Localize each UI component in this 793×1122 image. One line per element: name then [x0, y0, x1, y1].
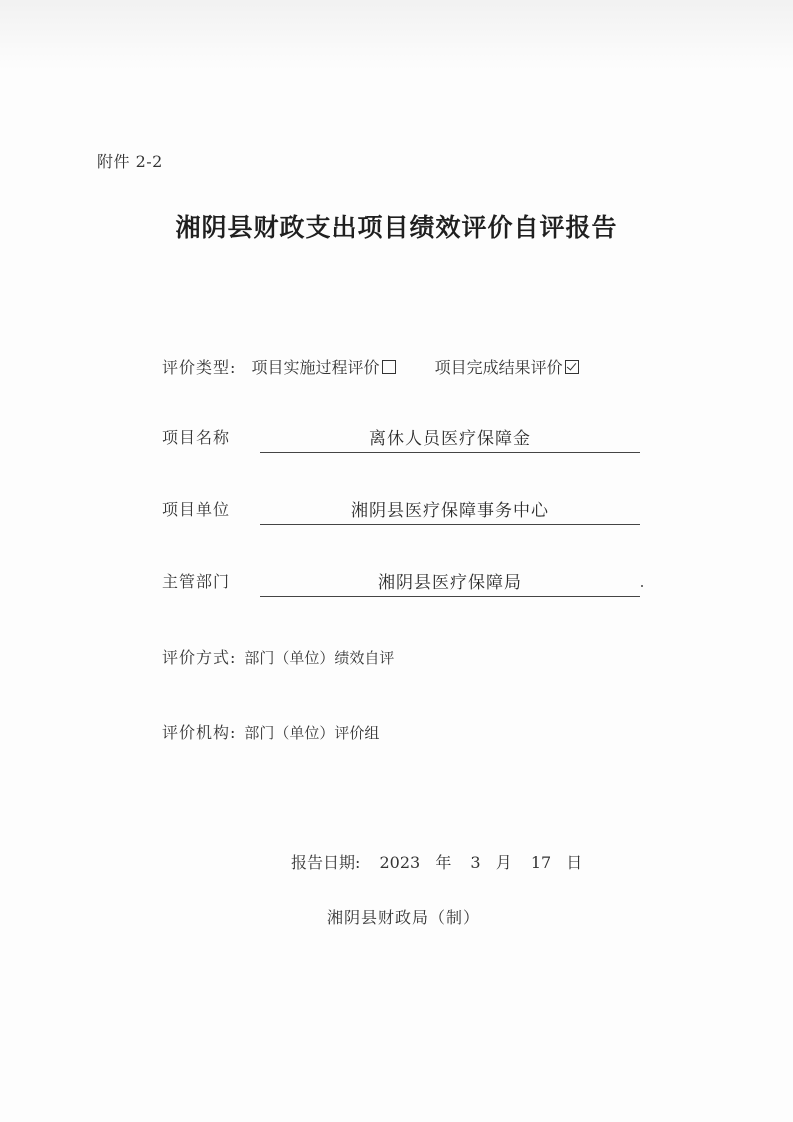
report-year: 2023 [379, 853, 421, 872]
evaluation-type-row [162, 355, 579, 378]
day-unit: 日 [566, 853, 583, 872]
project-unit-row [162, 497, 258, 520]
report-month: 3 [470, 853, 481, 872]
project-name-value: 离休人员医疗保障金 [260, 424, 640, 453]
report-day: 17 [530, 853, 552, 872]
report-date [291, 850, 582, 873]
evaluation-org-row [162, 720, 379, 743]
project-unit-label: 项目单位 [162, 500, 231, 519]
report-date-label: 报告日期: [291, 853, 361, 872]
evaluation-org-value: 部门（单位）评价组 [244, 724, 380, 742]
evaluation-org-label: 评价机构: [162, 723, 237, 742]
year-unit: 年 [435, 853, 452, 872]
checked-checkbox-icon[interactable] [565, 360, 579, 374]
report-title: 湘阴县财政支出项目绩效评价自评报告 [175, 213, 618, 242]
option-result-evaluation[interactable] [435, 358, 579, 377]
issuer: 湘阴县财政局（制） [327, 908, 481, 927]
month-unit: 月 [495, 853, 512, 872]
evaluation-method-value: 部门（单位）绩效自评 [244, 649, 395, 667]
trailing-dot [641, 585, 643, 587]
option-process-evaluation[interactable] [252, 358, 401, 377]
scan-shadow [0, 0, 793, 70]
evaluation-method-label: 评价方式: [162, 648, 237, 667]
project-name-row [162, 425, 258, 448]
project-name-label: 项目名称 [162, 428, 231, 447]
option-result-label: 项目完成结果评价 [434, 358, 563, 377]
attachment-label: 附件 2-2 [97, 152, 163, 171]
unchecked-checkbox-icon[interactable] [382, 360, 396, 374]
project-unit-value: 湘阴县医疗保障事务中心 [260, 496, 640, 525]
evaluation-method-row [162, 645, 394, 668]
supervising-dept-value: 湘阴县医疗保障局 [260, 568, 640, 597]
supervising-dept-row [162, 569, 258, 592]
option-process-label: 项目实施过程评价 [251, 358, 380, 377]
evaluation-type-label: 评价类型: [162, 358, 237, 377]
supervising-dept-label: 主管部门 [162, 572, 231, 591]
